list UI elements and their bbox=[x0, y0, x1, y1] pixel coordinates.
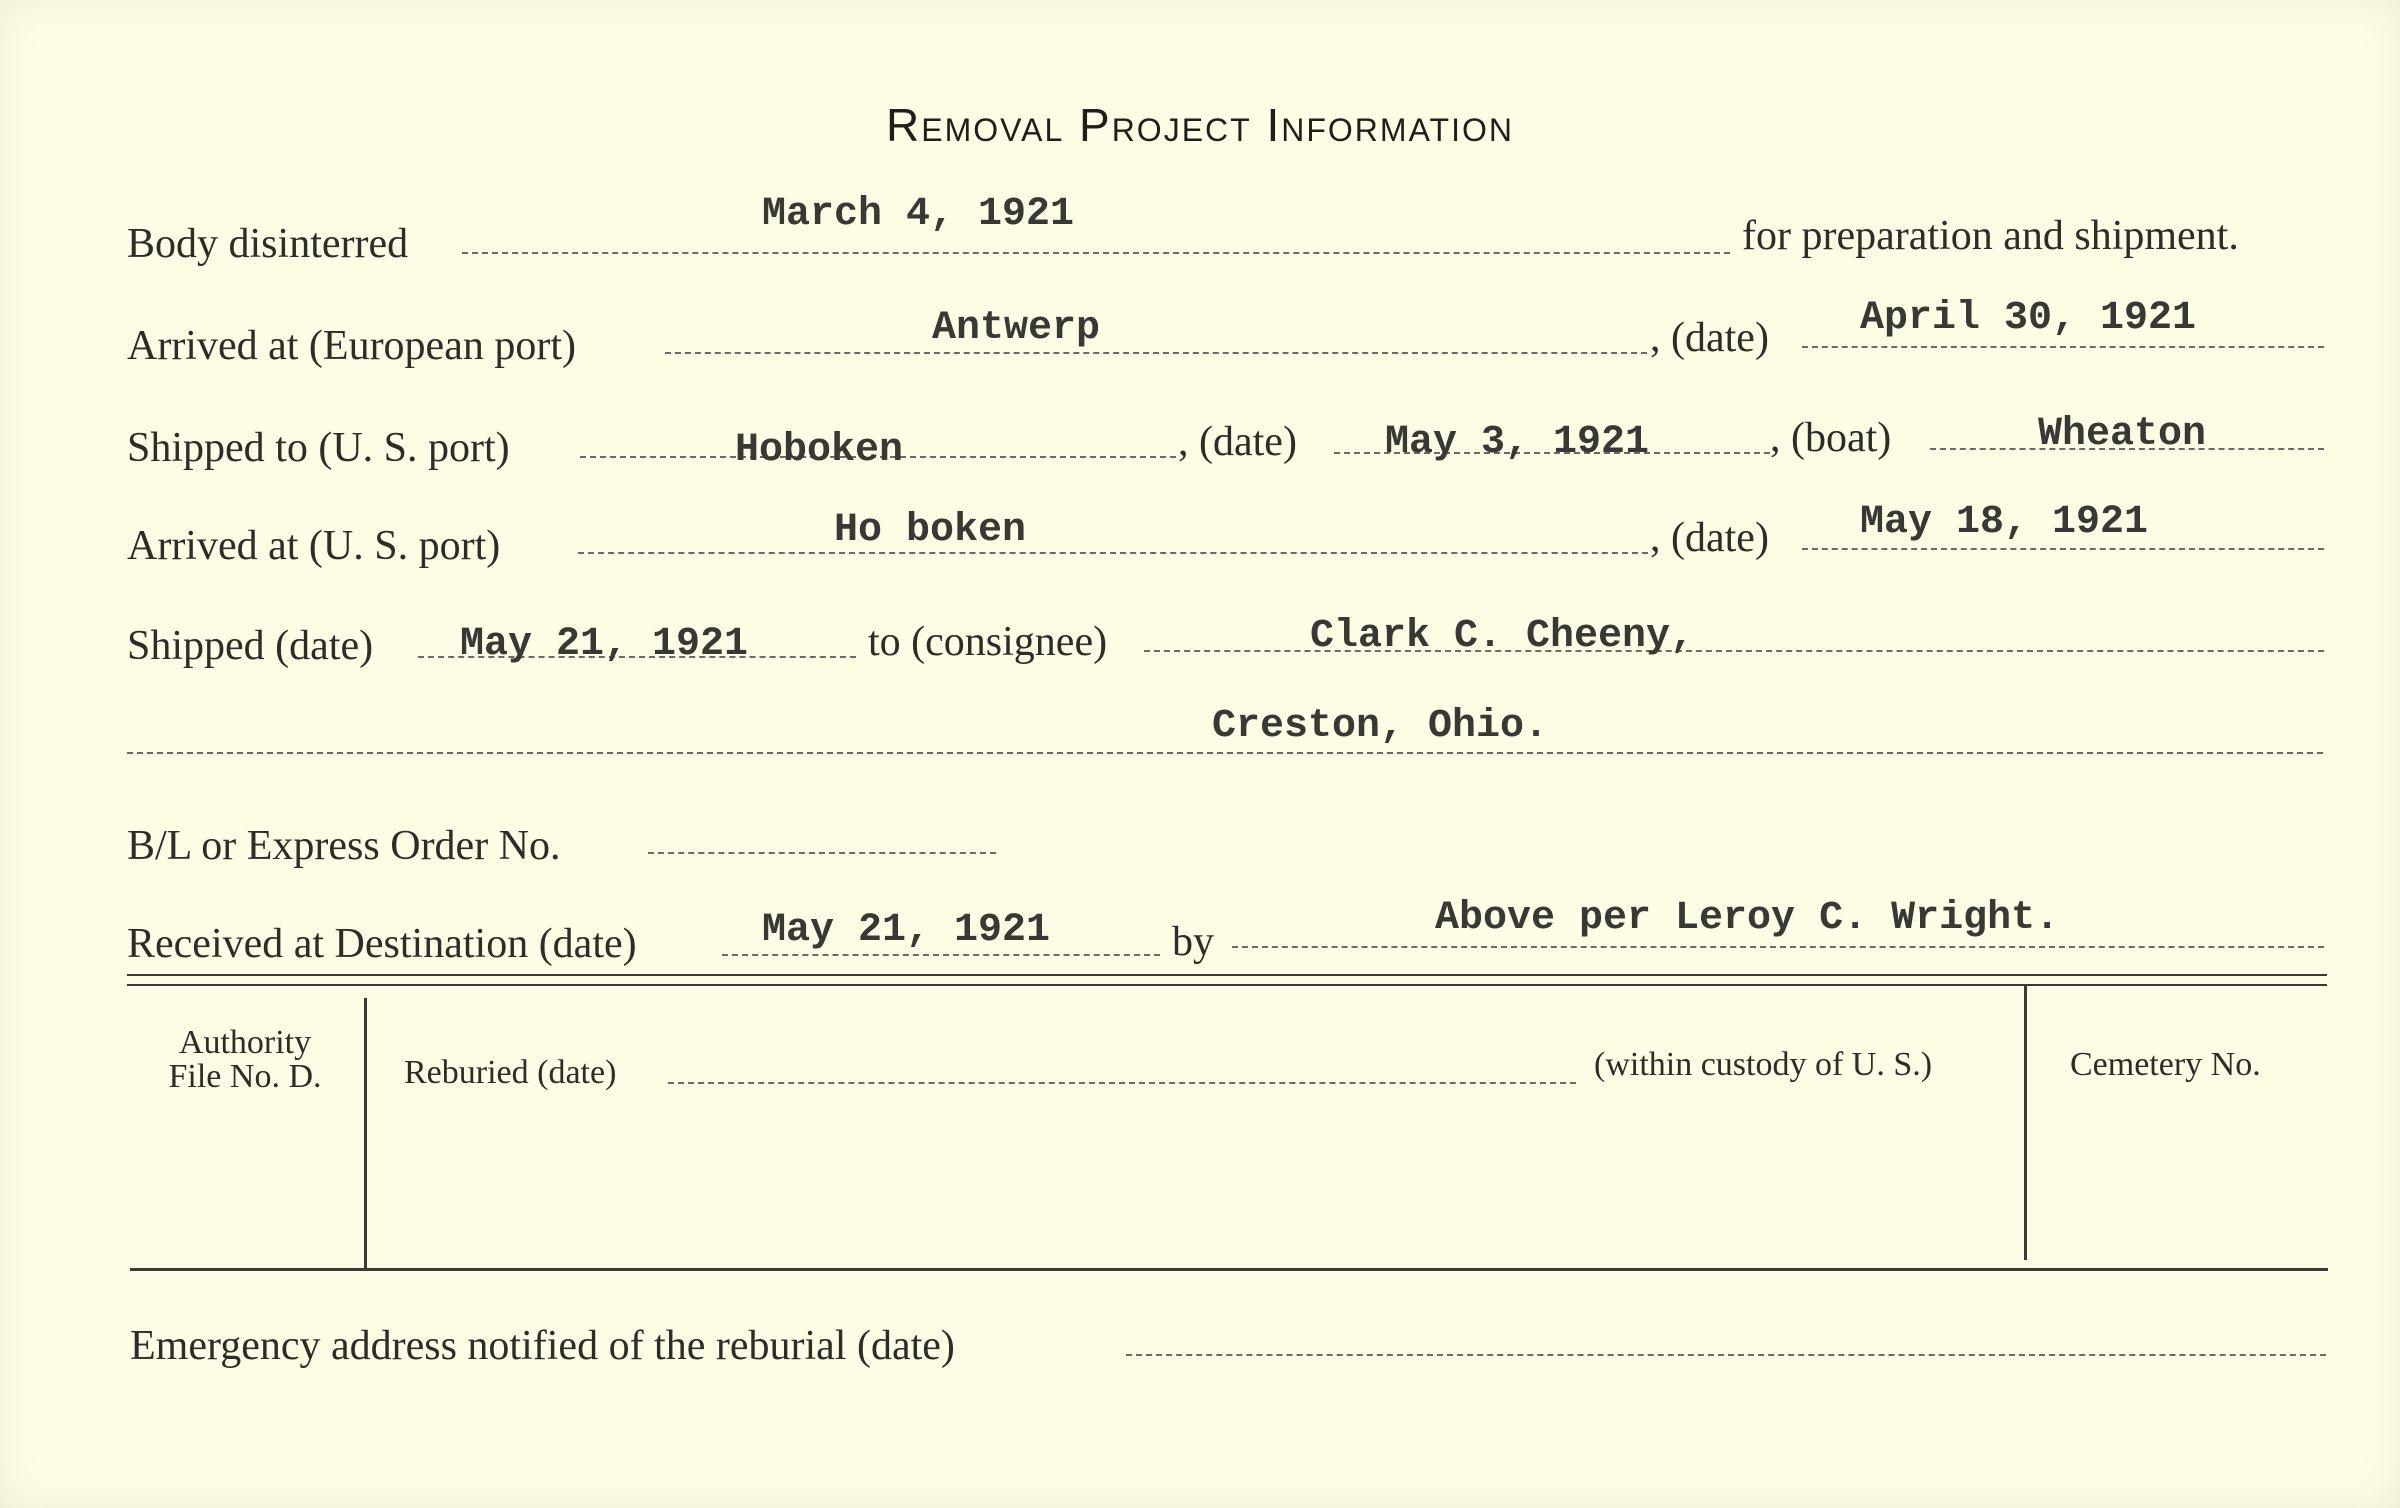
consignee-line-2 bbox=[127, 752, 2323, 754]
authority-label-2: File No. D. bbox=[168, 1058, 322, 1095]
received-by-value: Above per Leroy C. Wright. bbox=[1435, 896, 2060, 941]
european-port-date-label: , (date) bbox=[1650, 315, 1769, 361]
box-bottom-rule bbox=[130, 1268, 2328, 1271]
box-divider-right bbox=[2024, 985, 2027, 1260]
shipped-date-label: Shipped (date) bbox=[127, 623, 374, 669]
emergency-address-label: Emergency address notified of the reburial (date) bbox=[130, 1323, 955, 1369]
reburied-line bbox=[668, 1082, 1576, 1084]
european-port-date-line bbox=[1802, 346, 2324, 348]
us-port-arrived-date-label: , (date) bbox=[1650, 515, 1769, 561]
card-title: Removal Project Information bbox=[886, 99, 1514, 151]
european-port-label: Arrived at (European port) bbox=[127, 323, 576, 369]
consignee-value: Clark C. Cheeny, bbox=[1310, 614, 1695, 659]
bl-order-label: B/L or Express Order No. bbox=[127, 823, 561, 869]
body-disinterred-value: March 4, 1921 bbox=[762, 192, 1075, 237]
consignee-label: to (consignee) bbox=[868, 619, 1108, 665]
us-port-arrived-date-line bbox=[1802, 548, 2324, 550]
reburied-label: Reburied (date) bbox=[404, 1054, 617, 1091]
bl-order-line bbox=[648, 852, 996, 854]
us-port-shipped-date-value: May 3, 1921 bbox=[1385, 420, 1650, 465]
shipment-suffix: for preparation and shipment. bbox=[1742, 213, 2239, 259]
european-port-line bbox=[665, 352, 1647, 354]
box-top-rule-2 bbox=[127, 984, 2327, 986]
us-port-arrived-date-value: May 18, 1921 bbox=[1860, 500, 2149, 545]
us-port-shipped-label: Shipped to (U. S. port) bbox=[127, 425, 510, 471]
received-by-line bbox=[1232, 946, 2324, 948]
shipped-date-value: May 21, 1921 bbox=[460, 622, 749, 667]
box-divider-left bbox=[364, 998, 367, 1270]
us-port-arrived-value: Ho boken bbox=[834, 508, 1027, 553]
received-destination-line bbox=[722, 954, 1160, 956]
emergency-address-line bbox=[1126, 1354, 2326, 1356]
us-port-arrived-line bbox=[578, 552, 1648, 554]
received-destination-value: May 21, 1921 bbox=[762, 908, 1051, 953]
box-top-rule-1 bbox=[127, 974, 2327, 976]
body-disinterred-label: Body disinterred bbox=[127, 221, 409, 267]
boat-value: Wheaton bbox=[2038, 412, 2207, 457]
european-port-value: Antwerp bbox=[932, 306, 1101, 351]
us-port-shipped-value: Hoboken bbox=[735, 428, 904, 473]
received-by-label: by bbox=[1172, 919, 1214, 965]
consignee-value-line2: Creston, Ohio. bbox=[1212, 704, 1549, 749]
us-port-arrived-label: Arrived at (U. S. port) bbox=[127, 523, 501, 569]
body-disinterred-line bbox=[462, 252, 1730, 254]
boat-label: , (boat) bbox=[1770, 415, 1892, 461]
european-port-date-value: April 30, 1921 bbox=[1860, 296, 2197, 341]
us-port-shipped-date-label: , (date) bbox=[1178, 419, 1297, 465]
cemetery-label: Cemetery No. bbox=[2070, 1046, 2261, 1083]
authority-label-1: Authority bbox=[178, 1024, 312, 1061]
received-destination-label: Received at Destination (date) bbox=[127, 921, 637, 967]
custody-label: (within custody of U. S.) bbox=[1594, 1046, 1933, 1083]
